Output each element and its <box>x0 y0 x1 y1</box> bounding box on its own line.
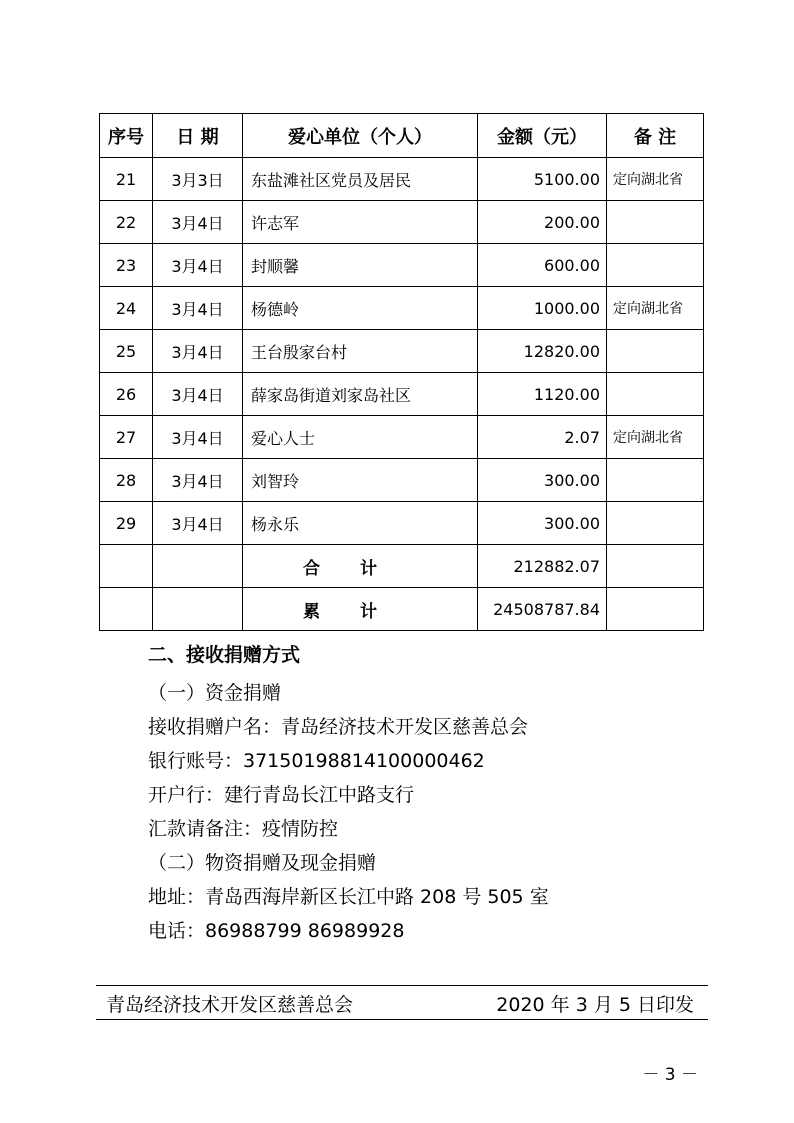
table-row <box>100 459 704 502</box>
section-line: 电话：86988799 86989928 <box>148 920 405 942</box>
table-row <box>100 287 704 330</box>
cell-donor: 东盐滩社区党员及居民 <box>243 158 478 201</box>
subtotal-row <box>100 545 704 588</box>
footer-divider-bottom <box>96 1019 708 1020</box>
cell-note: 定向湖北省 <box>607 416 704 459</box>
table-row <box>100 330 704 373</box>
table-row <box>100 201 704 244</box>
section-line: 接收捐赠户名：青岛经济技术开发区慈善总会 <box>148 716 529 738</box>
cell-date: 3月3日 <box>153 158 243 201</box>
cell-date: 3月4日 <box>153 459 243 502</box>
cell-date: 3月4日 <box>153 330 243 373</box>
section-line: 汇款请备注：疫情防控 <box>148 818 339 840</box>
cell-date: 3月4日 <box>153 287 243 330</box>
cell-no: 29 <box>100 502 153 545</box>
table-row <box>100 502 704 545</box>
cell-date: 3月4日 <box>153 502 243 545</box>
section-title: 二、接收捐赠方式 <box>148 644 301 666</box>
cell-amount: 1000.00 <box>478 287 607 330</box>
cell-no: 22 <box>100 201 153 244</box>
cell-amount: 600.00 <box>478 244 607 287</box>
cell-date: 3月4日 <box>153 373 243 416</box>
cell-no: 24 <box>100 287 153 330</box>
table-row <box>100 158 704 201</box>
cell-donor: 爱心人士 <box>243 416 478 459</box>
cumulative-row <box>100 588 704 631</box>
cell-donor: 封顺馨 <box>243 244 478 287</box>
cell-donor: 薛家岛街道刘家岛社区 <box>243 373 478 416</box>
cell-donor: 许志军 <box>243 201 478 244</box>
header-date: 日 期 <box>153 114 243 158</box>
footer-divider-top <box>96 985 708 986</box>
cell-donor: 王台殷家台村 <box>243 330 478 373</box>
cell-amount: 5100.00 <box>478 158 607 201</box>
section-body <box>148 676 549 948</box>
cell-note <box>607 244 704 287</box>
cell-note <box>607 330 704 373</box>
cell-donor: 刘智玲 <box>243 459 478 502</box>
cell-date: 3月4日 <box>153 244 243 287</box>
cell-donor: 杨德岭 <box>243 287 478 330</box>
cell-amount: 300.00 <box>478 502 607 545</box>
footer-date: 2020 年 3 月 5 日印发 <box>496 994 694 1016</box>
empty-cell <box>153 545 243 588</box>
section-line: 银行账号：37150198814100000462 <box>148 750 485 772</box>
cumulative-label: 累计 <box>243 588 478 631</box>
table-row <box>100 244 704 287</box>
cell-no: 23 <box>100 244 153 287</box>
cell-amount: 12820.00 <box>478 330 607 373</box>
cell-note <box>607 459 704 502</box>
section-line: 地址：青岛西海岸新区长江中路 208 号 505 室 <box>148 886 549 908</box>
cell-donor: 杨永乐 <box>243 502 478 545</box>
cell-amount: 1120.00 <box>478 373 607 416</box>
empty-cell <box>100 588 153 631</box>
cell-note <box>607 373 704 416</box>
table-row <box>100 416 704 459</box>
cell-amount: 2.07 <box>478 416 607 459</box>
cell-no: 28 <box>100 459 153 502</box>
section-line: （一）资金捐赠 <box>148 682 282 704</box>
cumulative-amount: 24508787.84 <box>478 588 607 631</box>
header-note: 备 注 <box>607 114 704 158</box>
table-header-row <box>100 114 704 158</box>
cell-note: 定向湖北省 <box>607 158 704 201</box>
cell-amount: 200.00 <box>478 201 607 244</box>
section-line: （二）物资捐赠及现金捐赠 <box>148 852 377 874</box>
cell-amount: 300.00 <box>478 459 607 502</box>
donation-table <box>99 113 704 631</box>
empty-cell <box>607 545 704 588</box>
cell-note <box>607 502 704 545</box>
cell-no: 25 <box>100 330 153 373</box>
subtotal-label: 合计 <box>243 545 478 588</box>
cell-date: 3月4日 <box>153 201 243 244</box>
table-row <box>100 373 704 416</box>
header-donor: 爱心单位（个人） <box>243 114 478 158</box>
empty-cell <box>100 545 153 588</box>
page-number: － 3 － <box>642 1065 698 1085</box>
header-amount: 金额（元） <box>478 114 607 158</box>
cell-no: 21 <box>100 158 153 201</box>
footer-org: 青岛经济技术开发区慈善总会 <box>106 994 354 1016</box>
cell-note: 定向湖北省 <box>607 287 704 330</box>
header-no: 序号 <box>100 114 153 158</box>
cell-note <box>607 201 704 244</box>
cell-no: 26 <box>100 373 153 416</box>
cell-no: 27 <box>100 416 153 459</box>
empty-cell <box>153 588 243 631</box>
cell-date: 3月4日 <box>153 416 243 459</box>
subtotal-amount: 212882.07 <box>478 545 607 588</box>
section-line: 开户行：建行青岛长江中路支行 <box>148 784 415 806</box>
empty-cell <box>607 588 704 631</box>
